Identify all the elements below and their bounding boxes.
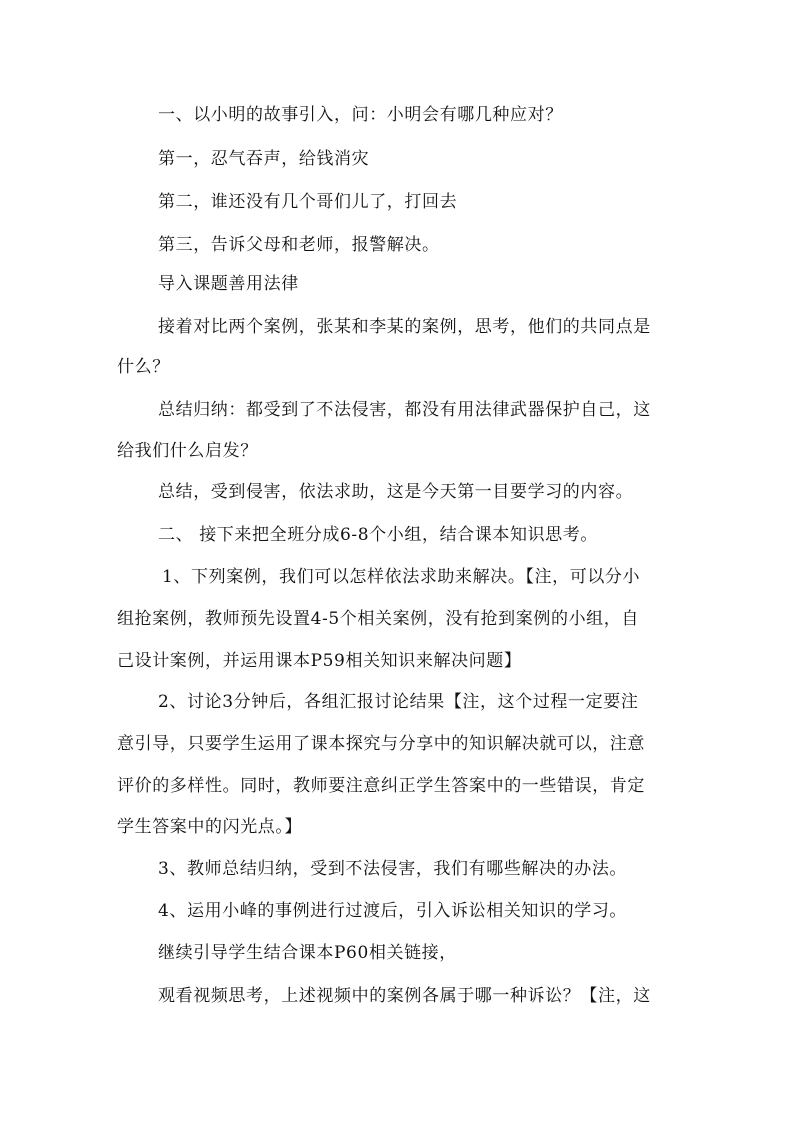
text-line: 学生答案中的闪光点。】 bbox=[117, 817, 303, 837]
text-line: 组抢案例，教师预先设置4-5个相关案例，没有抢到案例的小组，自 bbox=[117, 609, 639, 629]
text-line: 总结归纳：都受到了不法侵害，都没有用法律武器保护自己，这 bbox=[158, 400, 651, 420]
text-line: 接着对比两个案例，张某和李某的案例，思考，他们的共同点是 bbox=[158, 317, 651, 337]
text-line: 1、下列案例，我们可以怎样依法求助来解决。【注，可以分小 bbox=[162, 567, 641, 587]
text-line: 二、 接下来把全班分成6-8个小组，结合课本知识思考。 bbox=[158, 525, 598, 545]
text-line: 第三，告诉父母和老师，报警解决。 bbox=[158, 235, 440, 255]
text-line: 意引导，只要学生运用了课本探究与分享中的知识解决就可以，注意 bbox=[117, 734, 645, 754]
text-line: 4、运用小峰的事例进行过渡后，引入诉讼相关知识的学习。 bbox=[158, 901, 628, 921]
text-line: 评价的多样性。同时，教师要注意纠正学生答案中的一些错误，肯定 bbox=[117, 776, 645, 796]
text-line: 总结，受到侵害，依法求助，这是今天第一目要学习的内容。 bbox=[158, 482, 634, 502]
text-line: 给我们什么启发？ bbox=[117, 441, 258, 461]
text-line: 第二，谁还没有几个哥们儿了，打回去 bbox=[158, 192, 458, 212]
text-line: 继续引导学生结合课本P60相关链接， bbox=[158, 943, 457, 963]
text-line: 3、教师总结归纳，受到不法侵害，我们有哪些解决的办法。 bbox=[158, 859, 628, 879]
text-line: 什么？ bbox=[117, 357, 170, 377]
text-line: 2、讨论3分钟后，各组汇报讨论结果【注，这个过程一定要注 bbox=[158, 692, 639, 712]
text-line: 第一，忍气吞声，给钱消灾 bbox=[158, 149, 370, 169]
text-line: 一、以小明的故事引入，问：小明会有哪几种应对？ bbox=[158, 105, 563, 125]
text-line: 观看视频思考，上述视频中的案例各属于哪一种诉讼？【注，这 bbox=[158, 986, 651, 1006]
text-line: 导入课题善用法律 bbox=[158, 274, 299, 294]
text-line: 己设计案例，并运用课本P59相关知识来解决问题】 bbox=[117, 651, 522, 671]
